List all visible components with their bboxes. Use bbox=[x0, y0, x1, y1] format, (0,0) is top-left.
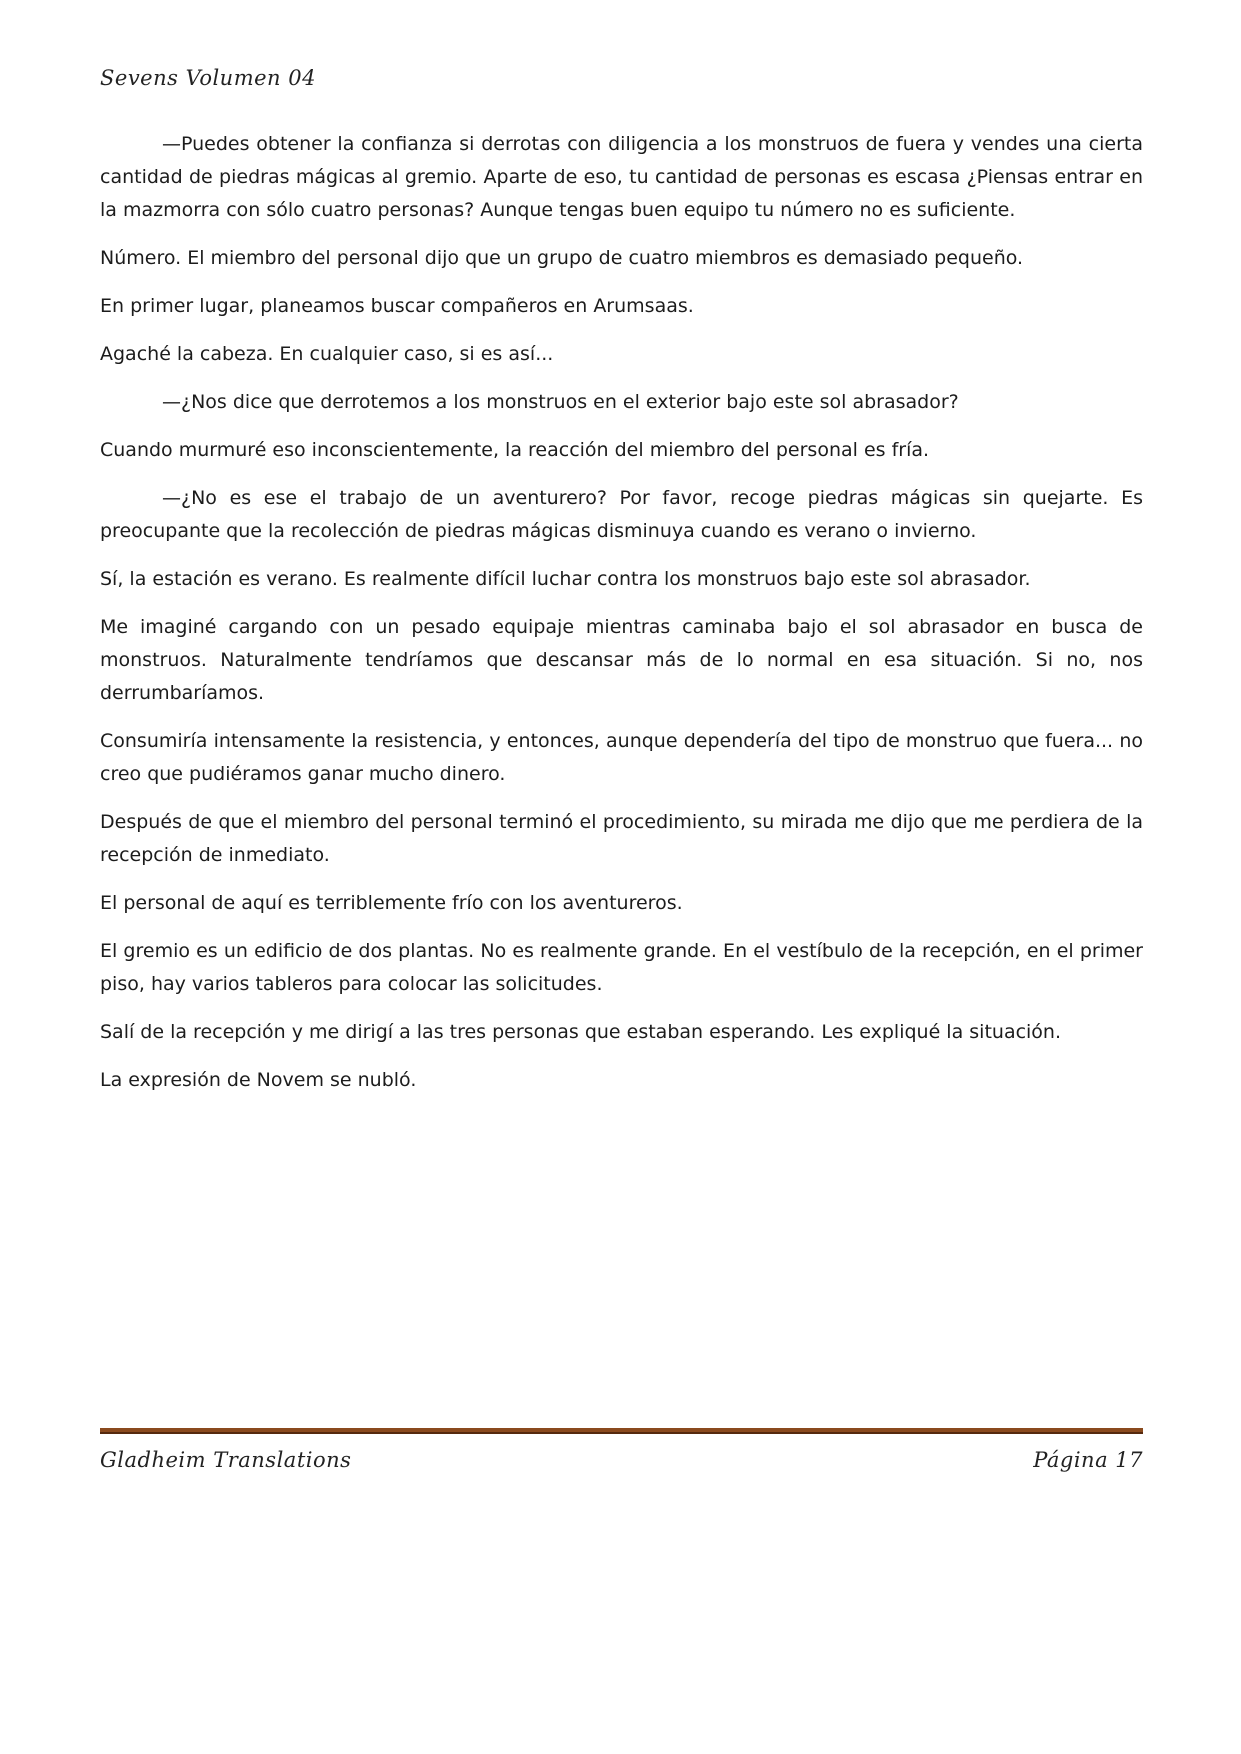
paragraph: Me imaginé cargando con un pesado equipaje mientras caminaba bajo el sol abrasador en busca de monstruos. Naturalmente tendríamos que descansar más de lo normal en esa situación. Si no, nos derrumbaríamos. bbox=[100, 616, 1143, 704]
paragraph: Consumiría intensamente la resistencia, y entonces, aunque dependería del tipo de monstruo que fuera... no creo que pudiéramos ganar mucho dinero. bbox=[100, 730, 1143, 785]
page-header bbox=[100, 66, 1143, 90]
footer-divider bbox=[100, 1428, 1143, 1434]
page-footer bbox=[100, 1428, 1143, 1472]
paragraph: En primer lugar, planeamos buscar compañeros en Arumsaas. bbox=[100, 295, 694, 317]
paragraph: La expresión de Novem se nubló. bbox=[100, 1069, 417, 1091]
paragraph: El personal de aquí es terriblemente frío con los aventureros. bbox=[100, 892, 683, 914]
document-body bbox=[100, 128, 1143, 1112]
paragraph: Número. El miembro del personal dijo que un grupo de cuatro miembros es demasiado pequeño. bbox=[100, 247, 1024, 269]
paragraph: Sí, la estación es verano. Es realmente difícil luchar contra los monstruos bajo este sol abrasador. bbox=[100, 568, 1031, 590]
footer-translator: Gladheim Translations bbox=[100, 1448, 352, 1472]
paragraph: Después de que el miembro del personal terminó el procedimiento, su mirada me dijo que me perdiera de la recepción de inmediato. bbox=[100, 811, 1143, 866]
paragraph: Agaché la cabeza. En cualquier caso, si es así... bbox=[100, 343, 554, 365]
paragraph: —Puedes obtener la confianza si derrotas con diligencia a los monstruos de fuera y vendes una cierta cantidad de piedras mágicas al gremio. Aparte de eso, tu cantidad de personas es escasa ¿Piensas entrar en la mazmorra con sólo cuatro personas? Aunque tengas buen equipo tu número no es suficiente. bbox=[100, 133, 1143, 221]
paragraph: Cuando murmuré eso inconscientemente, la reacción del miembro del personal es fría. bbox=[100, 439, 930, 461]
paragraph: El gremio es un edificio de dos plantas. No es realmente grande. En el vestíbulo de la recepción, en el primer piso, hay varios tableros para colocar las solicitudes. bbox=[100, 940, 1143, 995]
footer-row bbox=[100, 1448, 1143, 1472]
footer-page-number: Página 17 bbox=[1033, 1448, 1143, 1472]
header-title: Sevens Volumen 04 bbox=[100, 66, 316, 90]
paragraph: —¿Nos dice que derrotemos a los monstruos en el exterior bajo este sol abrasador? bbox=[162, 391, 959, 413]
paragraph: Salí de la recepción y me dirigí a las tres personas que estaban esperando. Les expliqué la situación. bbox=[100, 1021, 1062, 1043]
paragraph: —¿No es ese el trabajo de un aventurero? Por favor, recoge piedras mágicas sin quejarte. Es preocupante que la recolección de piedras mágicas disminuya cuando es verano o invierno. bbox=[100, 487, 1143, 542]
